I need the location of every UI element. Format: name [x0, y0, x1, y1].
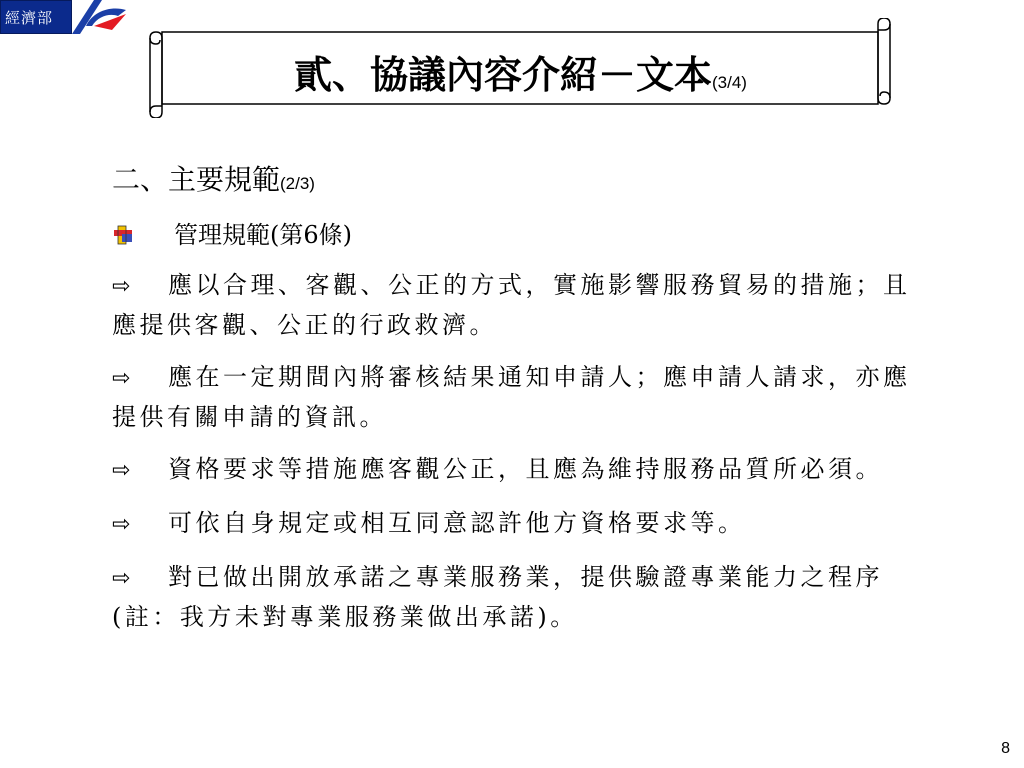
list-item-text: 資格要求等措施應客觀公正，且應為維持服務品質所必須。	[168, 455, 883, 483]
section-title: 二、主要規範	[112, 163, 281, 196]
arrow-right-icon: ⇨	[112, 274, 131, 299]
section-heading	[112, 160, 922, 204]
page-number: 8	[1001, 740, 1010, 757]
title-main: 貳、協議內容介紹－文本	[294, 52, 713, 97]
logo-text: 經濟部	[5, 9, 54, 27]
logo-box	[0, 0, 72, 34]
list-item	[112, 558, 922, 636]
list-item	[112, 450, 922, 490]
slide-content	[112, 160, 922, 636]
ministry-logo	[0, 0, 130, 34]
arrow-right-icon: ⇨	[112, 366, 131, 391]
list-item	[112, 504, 922, 544]
list-item-text: 對已做出開放承諾之專業服務業，提供驗證專業能力之程序(註：我方未對專業服務業做出承諾)。	[112, 563, 883, 631]
list-item	[112, 266, 922, 344]
list-item-text: 可依自身規定或相互同意認許他方資格要求等。	[168, 509, 746, 537]
arrow-right-icon: ⇨	[112, 458, 131, 483]
page-title	[148, 44, 893, 99]
logo-mark-icon	[72, 0, 128, 34]
bookmark-icon	[112, 224, 134, 246]
arrow-right-icon: ⇨	[112, 566, 131, 591]
title-part: (3/4)	[712, 73, 747, 92]
title-scroll-banner	[148, 18, 893, 118]
sub-heading	[112, 218, 922, 252]
sub-heading-text: 管理規範(第6條)	[174, 221, 352, 249]
arrow-right-icon: ⇨	[112, 512, 131, 537]
list-item-text: 應在一定期間內將審核結果通知申請人；應申請人請求，亦應提供有關申請的資訊。	[112, 363, 911, 431]
list-item-text: 應以合理、客觀、公正的方式，實施影響服務貿易的措施；且應提供客觀、公正的行政救濟。	[112, 271, 911, 339]
list-item	[112, 358, 922, 436]
section-part: (2/3)	[280, 174, 315, 193]
